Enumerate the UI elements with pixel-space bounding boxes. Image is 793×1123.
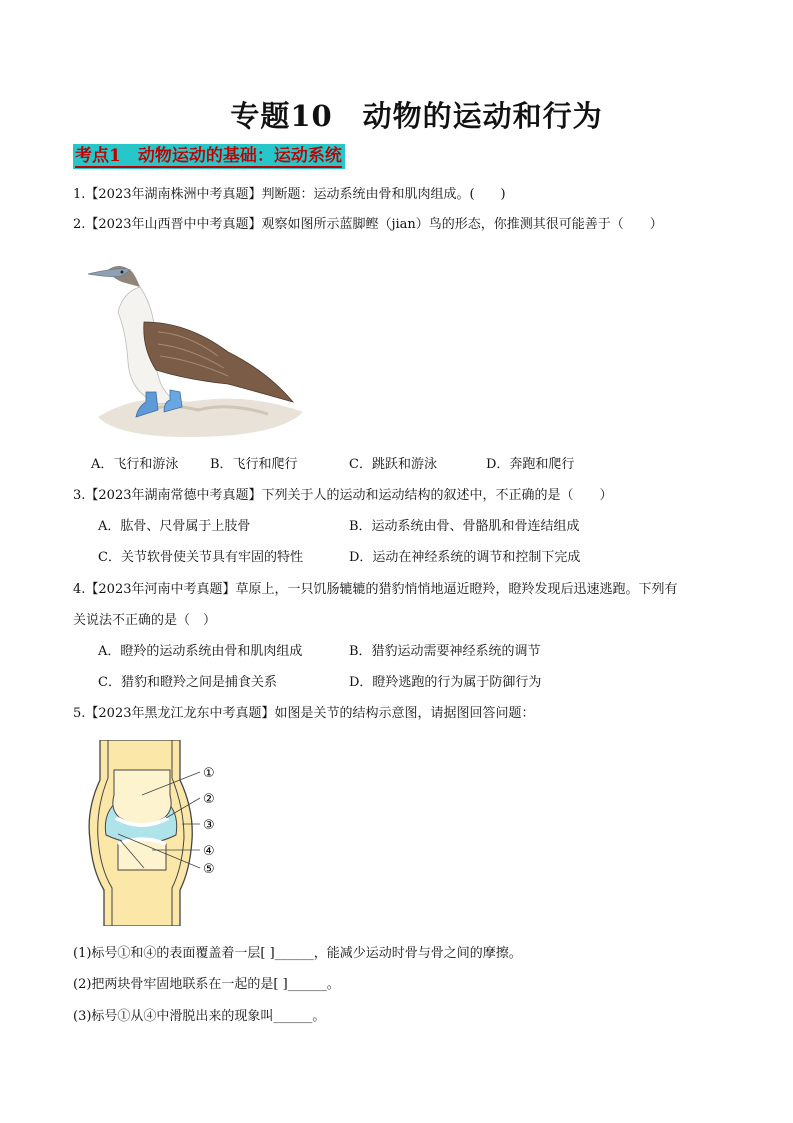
question-2: 2.【2023年山西晋中中考真题】观察如图所示蓝脚鲣（jian）鸟的形态，你推测其很可能善于（ ） [73, 217, 663, 232]
q2-option-a: A．飞行和游泳 [91, 457, 179, 472]
joint-label-2: ② [203, 792, 215, 807]
q2-option-b: B．飞行和爬行 [210, 457, 298, 472]
q4-option-d: D．瞪羚逃跑的行为属于防御行为 [349, 675, 542, 690]
q2-option-c: C．跳跃和游泳 [349, 457, 437, 472]
joint-label-1: ① [203, 766, 215, 781]
q3-option-b: B．运动系统由骨、骨骼肌和骨连结组成 [349, 519, 580, 534]
q4-option-a: A．瞪羚的运动系统由骨和肌肉组成 [98, 644, 303, 659]
question-1: 1.【2023年湖南株洲中考真题】判断题：运动系统由骨和肌肉组成。( ) [73, 187, 506, 202]
q2-option-d: D．奔跑和爬行 [486, 457, 575, 472]
q4-option-b: B．猎豹运动需要神经系统的调节 [349, 644, 541, 659]
joint-label-4: ④ [203, 844, 215, 859]
q4-option-c: C．猎豹和瞪羚之间是捕食关系 [98, 675, 277, 690]
q3-option-d: D．运动在神经系统的调节和控制下完成 [349, 550, 581, 565]
q5-sub-3: (3)标号①从④中滑脱出来的现象叫______。 [73, 1009, 326, 1024]
q5-sub-1: (1)标号①和④的表面覆盖着一层[ ]______，能减少运动时骨与骨之间的摩擦。 [73, 946, 522, 961]
page-title: 专题10 动物的运动和行为 [230, 99, 603, 133]
question-3: 3.【2023年湖南常德中考真题】下列关于人的运动和运动结构的叙述中，不正确的是（ ） [73, 488, 613, 503]
joint-label-3: ③ [203, 818, 215, 833]
joint-label-5: ⑤ [203, 862, 215, 877]
blue-footed-booby-image [78, 252, 308, 442]
joint-structure-diagram [82, 740, 232, 926]
q3-option-c: C．关节软骨使关节具有牢固的特性 [98, 550, 303, 565]
section-heading-label: 考点1 动物运动的基础：运动系统 [75, 146, 342, 166]
q3-option-a: A．肱骨、尺骨属于上肢骨 [98, 519, 251, 534]
section-heading [73, 144, 345, 169]
question-4-continued: 关说法不正确的是（ ） [73, 613, 217, 628]
q5-sub-2: (2)把两块骨牢固地联系在一起的是[ ]______。 [73, 977, 340, 992]
question-4: 4.【2023年河南中考真题】草原上，一只饥肠辘辘的猎豹悄悄地逼近瞪羚，瞪羚发现后迅速逃跑。下列有 [73, 582, 678, 597]
question-5: 5.【2023年黑龙江龙东中考真题】如图是关节的结构示意图，请据图回答问题： [73, 706, 535, 721]
